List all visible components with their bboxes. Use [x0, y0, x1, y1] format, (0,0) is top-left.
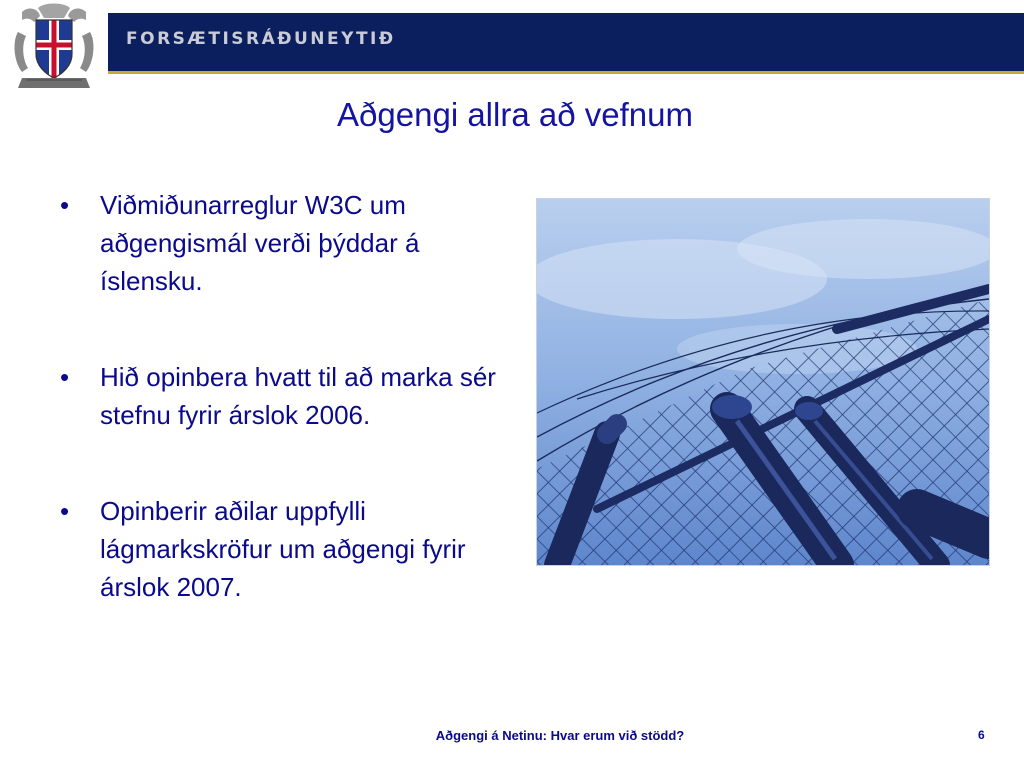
footer-text: Aðgengi á Netinu: Hvar erum við stödd? — [435, 728, 685, 743]
bullet-icon: • — [60, 496, 70, 526]
bullet-text: Opinberir aðilar uppfylli lágmarkskröfur um aðgengi fyrir árslok 2007. — [100, 496, 466, 602]
slide-title: Aðgengi allra að vefnum — [337, 96, 693, 133]
bullet-item — [56, 492, 526, 606]
bullet-list — [56, 186, 526, 664]
header-banner — [108, 13, 1024, 71]
bullet-text: Viðmiðunarreglur W3C um aðgengismál verði þýddar á íslensku. — [100, 190, 420, 296]
bullet-icon: • — [60, 362, 70, 392]
banner-accent-stripe — [108, 71, 1024, 74]
page-number: 6 — [978, 728, 985, 742]
ministry-name: FORSÆTISRÁÐUNEYTIÐ — [126, 29, 396, 49]
bullet-icon: • — [60, 190, 70, 220]
bullet-item — [56, 358, 526, 434]
coat-of-arms-icon — [8, 2, 100, 90]
bullet-text: Hið opinbera hvatt til að marka sér stefnu fyrir árslok 2006. — [100, 362, 496, 430]
fence-photo — [536, 198, 990, 566]
bullet-item — [56, 186, 526, 300]
